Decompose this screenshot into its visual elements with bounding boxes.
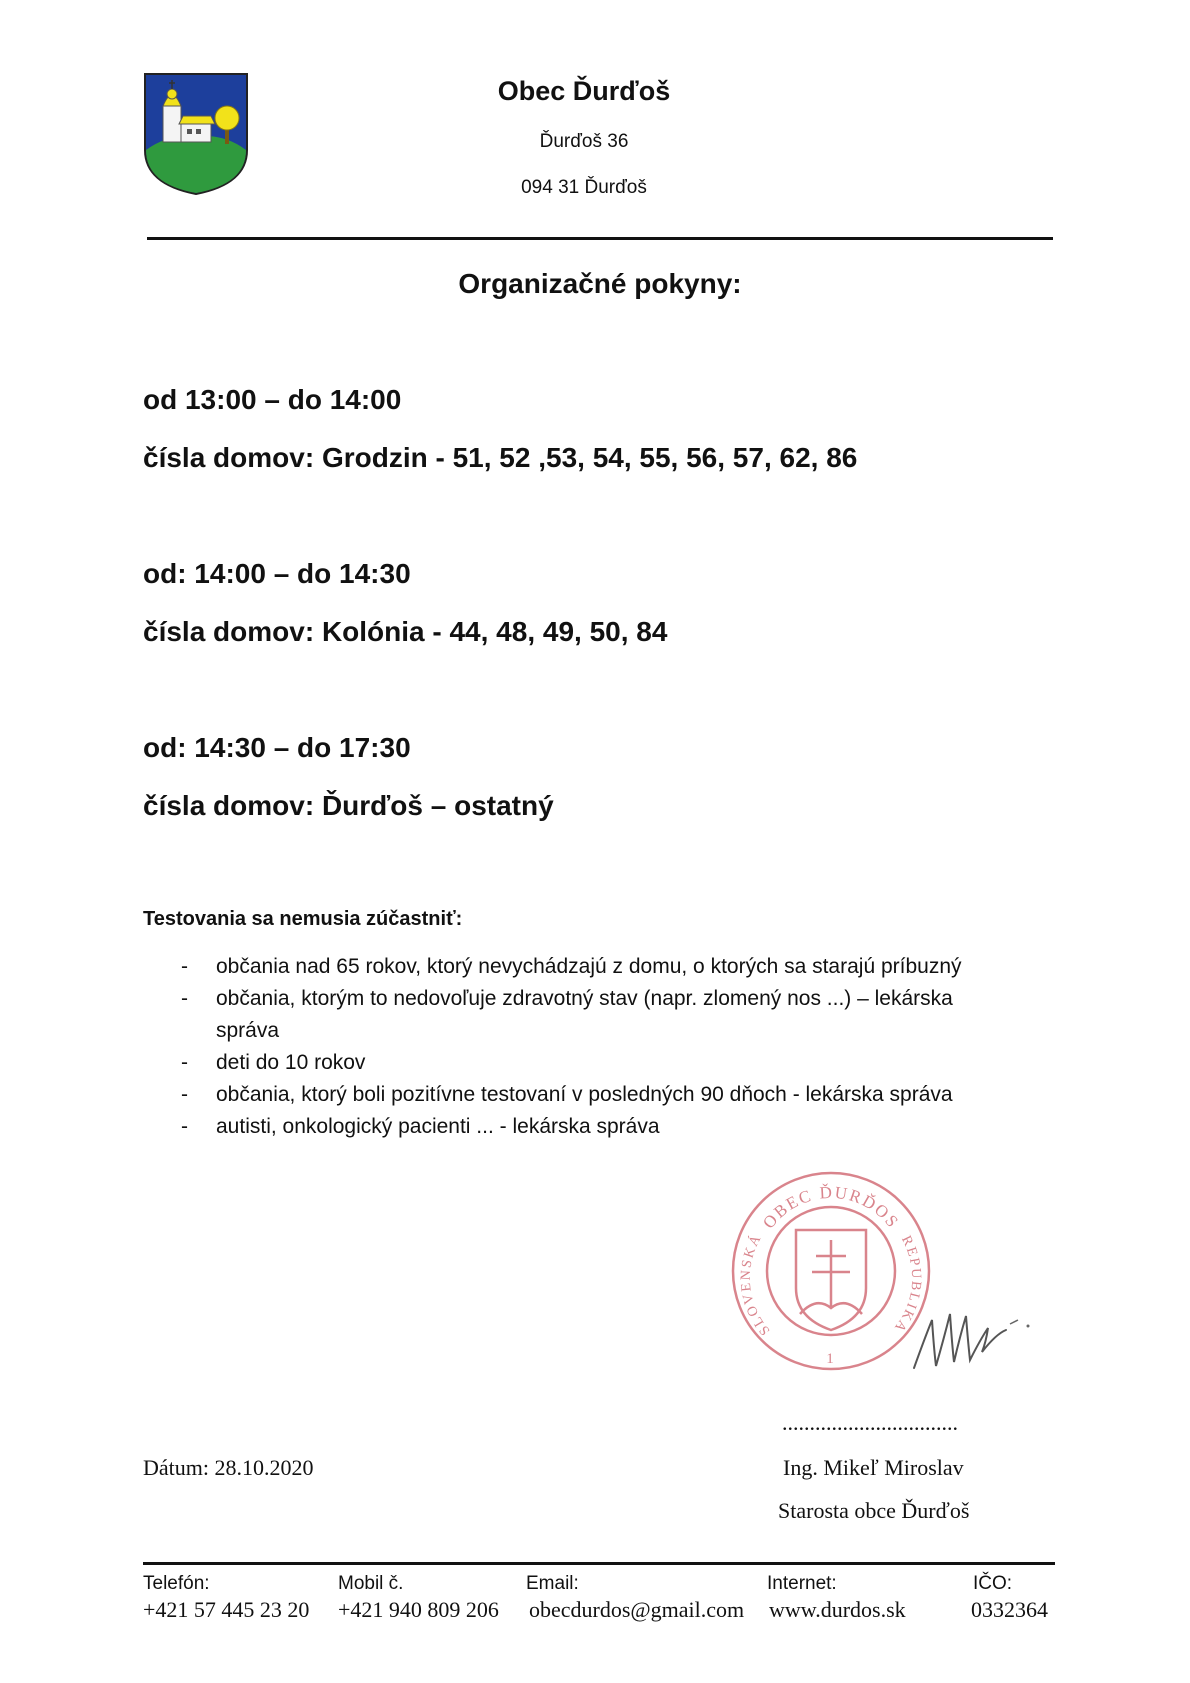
stamp-top-text: OBEC ĎURĎOS (758, 1182, 904, 1233)
footer-mobile: +421 940 809 206 (338, 1597, 499, 1622)
address-line-1: Ďurďoš 36 (539, 131, 629, 152)
schedule-time-2: od: 14:00 – do 14:30 (143, 558, 411, 589)
bullet-dash: - (181, 1051, 188, 1074)
footer-mobile-label: Mobil č. (338, 1573, 404, 1594)
exemption-text: deti do 10 rokov (216, 1051, 366, 1074)
schedule-time-3: od: 14:30 – do 17:30 (143, 732, 411, 763)
address-line-2: 094 31 Ďurďoš (521, 177, 647, 198)
footer-internet-label: Internet: (767, 1573, 837, 1594)
bullet-dash: - (181, 1115, 188, 1138)
schedule-houses-3: čísla domov: Ďurďoš – ostatný (143, 790, 554, 821)
footer-ico: 0332364 (971, 1597, 1048, 1622)
footer-phone-label: Telefón: (143, 1573, 210, 1594)
footer-email-label: Email: (526, 1573, 579, 1594)
schedule-houses-1: čísla domov: Grodzin - 51, 52 ,53, 54, 55, 56, 57, 62, 86 (143, 442, 858, 473)
stamp-right-text: REPUBLIKA (890, 1233, 924, 1336)
bullet-dash: - (181, 987, 188, 1010)
bullet-dash: - (181, 955, 188, 978)
stamp-left-text: SLOVENSKÁ (738, 1231, 774, 1338)
exemption-text: občania nad 65 rokov, ktorý nevychádzajú z domu, o ktorých sa starajú príbuzný (216, 955, 962, 978)
town-name: Obec Ďurďoš (497, 76, 671, 106)
bullet-dash: - (181, 1083, 188, 1106)
document-title: Organizačné pokyny: (458, 268, 742, 299)
exemption-text: občania, ktorým to nedovoľuje zdravotný stav (napr. zlomený nos ...) – lekárska (216, 987, 953, 1010)
document-date: Dátum: 28.10.2020 (143, 1455, 314, 1480)
stamp-number: 1 (826, 1351, 836, 1367)
footer-internet: www.durdos.sk (769, 1597, 906, 1622)
exemption-text: správa (216, 1019, 280, 1042)
mayor-name: Ing. Mikeľ Miroslav (783, 1455, 964, 1480)
exemption-text: občania, ktorý boli pozitívne testovaní v posledných 90 dňoch - lekárska správa (216, 1083, 953, 1106)
handwritten-signature (910, 1290, 1040, 1380)
footer-divider (143, 1562, 1055, 1565)
header-divider (147, 237, 1053, 240)
exemption-text: autisti, onkologický pacienti ... - lekárska správa (216, 1115, 660, 1138)
exemptions-heading: Testovania sa nemusia zúčastniť: (143, 908, 463, 930)
mayor-title: Starosta obce Ďurďoš (778, 1498, 970, 1523)
footer-ico-label: IČO: (973, 1573, 1013, 1594)
signature-line: ................................ (782, 1410, 958, 1435)
schedule-houses-2: čísla domov: Kolónia - 44, 48, 49, 50, 84 (143, 616, 668, 647)
schedule-time-1: od 13:00 – do 14:00 (143, 384, 402, 415)
footer-phone: +421 57 445 23 20 (143, 1597, 310, 1622)
footer-email: obecdurdos@gmail.com (529, 1597, 745, 1622)
official-stamp (728, 1168, 934, 1374)
coat-of-arms-logo (143, 72, 249, 196)
